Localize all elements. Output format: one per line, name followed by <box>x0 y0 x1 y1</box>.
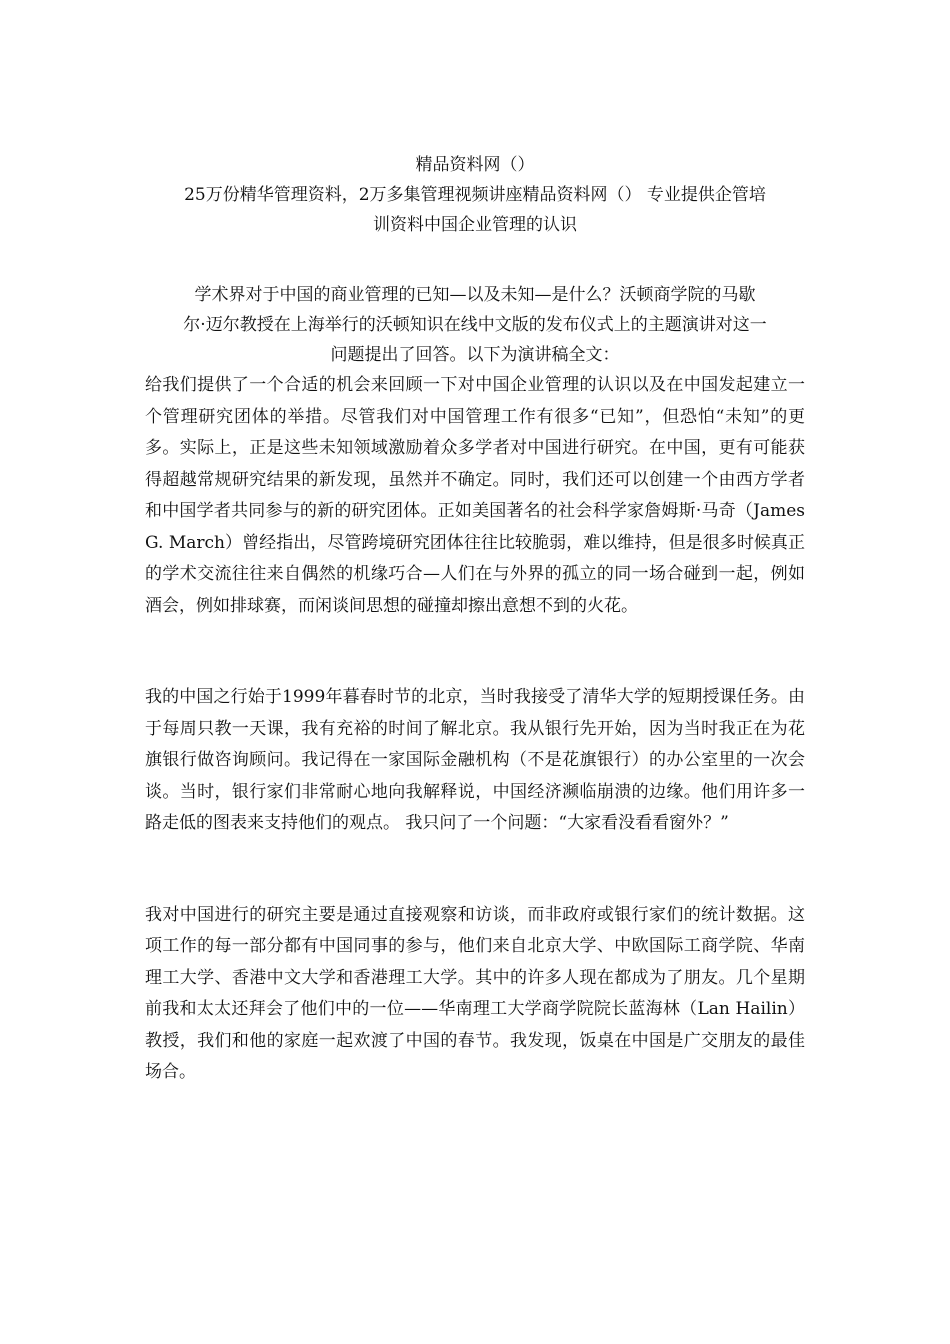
site-title: 精品资料网（） <box>415 155 535 175</box>
intro-line-2: 尔·迈尔教授在上海举行的沃顿知识在线中文版的发布仪式上的主题演讲对这一 <box>183 315 767 335</box>
intro-line-3: 问题提出了回答。以下为演讲稿全文： <box>330 345 620 365</box>
subtitle-line-2: 训资料中国企业管理的认识 <box>373 215 577 235</box>
intro-line-1: 学术界对于中国的商业管理的已知—以及未知—是什么？沃顿商学院的马歇 <box>194 285 756 305</box>
document-body <box>145 150 805 1089</box>
body-paragraph-2: 我的中国之行始于1999年暮春时节的北京，当时我接受了清华大学的短期授课任务。由于每周只教一天课，我有充裕的时间了解北京。我从银行先开始，因为当时我正在为花旗银行做咨询顾问。我记得在一家国际金融机构（不是花旗银行）的办公室里的一次会谈。当时，银行家们非常耐心地向我解释说，中国经济濒临崩溃的边缘。他们用许多一路走低的图表来支持他们的观点。 我只问了一个问题：“大家看没看看窗外？” <box>145 687 805 833</box>
intro-block <box>145 280 805 370</box>
body-paragraph-1: 给我们提供了一个合适的机会来回顾一下对中国企业管理的认识以及在中国发起建立一个管理研究团体的举措。尽管我们对中国管理工作有很多“已知”，但恐怕“未知”的更多。实际上，正是这些未知领域激励着众多学者对中国进行研究。在中国，更有可能获得超越常规研究结果的新发现，虽然并不确定。同时，我们还可以创建一个由西方学者和中国学者共同参与的新的研究团体。正如美国著名的社会科学家詹姆斯·马奇（James G. March）曾经指出，尽管跨境研究团体往往比较脆弱，难以维持，但是很多时候真正的学术交流往往来自偶然的机缘巧合—人们在与外界的孤立的同一场合碰到一起，例如酒会，例如排球赛，而闲谈间思想的碰撞却擦出意想不到的火花。 <box>145 375 805 616</box>
body-paragraph-3: 我对中国进行的研究主要是通过直接观察和访谈，而非政府或银行家们的统计数据。这项工作的每一部分都有中国同事的参与，他们来自北京大学、中欧国际工商学院、华南理工大学、香港中文大学和香港理工大学。其中的许多人现在都成为了朋友。几个星期前我和太太还拜会了他们中的一位——华南理工大学商学院院长蓝海林（Lan Hailin）教授，我们和他的家庭一起欢渡了中国的春节。我发现，饭桌在中国是广交朋友的最佳场合。 <box>145 904 805 1082</box>
subtitle-line-1: 25万份精华管理资料，2万多集管理视频讲座精品资料网（） 专业提供企管培 <box>184 185 766 205</box>
